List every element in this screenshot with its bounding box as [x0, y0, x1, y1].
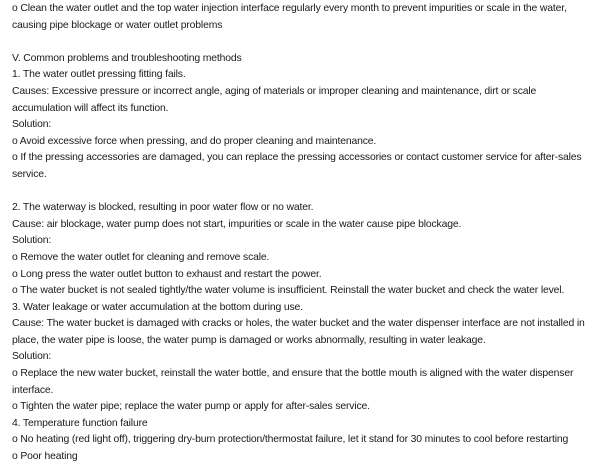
problem-3-solution-label: Solution:: [12, 351, 52, 363]
problem-2-solution-item: o Remove the water outlet for cleaning and remove scale.: [12, 251, 270, 263]
problem-3-solution-item: o Replace the new water bucket, reinstall the water bottle, and ensure that the bottle mouth is aligned with the water dispenser interface.: [12, 368, 574, 396]
blank-line: [12, 34, 592, 51]
problem-3-title: 3. Water leakage or water accumulation at the bottom during use.: [12, 301, 303, 313]
problem-4-item: o No heating (red light off), triggering dry-burn protection/thermostat failure, let it stand for 30 minutes to cool before restarting: [12, 434, 569, 446]
problem-1-title: 1. The water outlet pressing fitting fails.: [12, 69, 186, 81]
maintenance-bullet: o Clean the water outlet and the top water injection interface regularly every month to prevent impurities or scale in the water, causing pipe blockage or water outlet problems: [12, 3, 567, 31]
problem-2-title: 2. The waterway is blocked, resulting in poor water flow or no water.: [12, 202, 314, 214]
problem-4: [12, 416, 592, 466]
manual-page: [12, 1, 592, 466]
problem-3: [12, 300, 592, 416]
problem-1-causes: Causes: Excessive pressure or incorrect angle, aging of materials or improper cleaning and maintenance, dirt or scale accumulation will affect its function.: [12, 85, 537, 114]
problem-1-solution-item: o If the pressing accessories are damaged, you can replace the pressing accessories or contact customer service for after-sales service.: [12, 152, 582, 180]
problem-2-solution-item: o The water bucket is not sealed tightly/the water volume is insufficient. Reinstall the water bucket and check the water level.: [12, 285, 565, 297]
problem-3-cause: Cause: The water bucket is damaged with cracks or holes, the water bucket and the water dispenser interface are not installed in place, the water pipe is loose, the water pump is damaged or works abnormally, resulting in water leakage.: [12, 318, 585, 346]
problem-2-solution-label: Solution:: [12, 235, 52, 247]
problem-1-solution-item: o Avoid excessive force when pressing, and do proper cleaning and maintenance.: [12, 135, 377, 147]
problem-2-solution-item: o Long press the water outlet button to exhaust and restart the power.: [12, 268, 322, 280]
section-title: V. Common problems and troubleshooting methods: [12, 52, 242, 64]
problem-1-solution-label: Solution:: [12, 119, 52, 131]
problem-4-title: 4. Temperature function failure: [12, 417, 148, 429]
problem-1: [12, 67, 592, 183]
blank-line: [12, 184, 592, 201]
problem-2: [12, 200, 592, 300]
problem-4-item: o Poor heating: [12, 451, 78, 463]
problem-3-solution-item: o Tighten the water pipe; replace the water pump or apply for after-sales service.: [12, 401, 370, 413]
problem-2-cause: Cause: air blockage, water pump does not start, impurities or scale in the water cause pipe blockage.: [12, 218, 462, 230]
